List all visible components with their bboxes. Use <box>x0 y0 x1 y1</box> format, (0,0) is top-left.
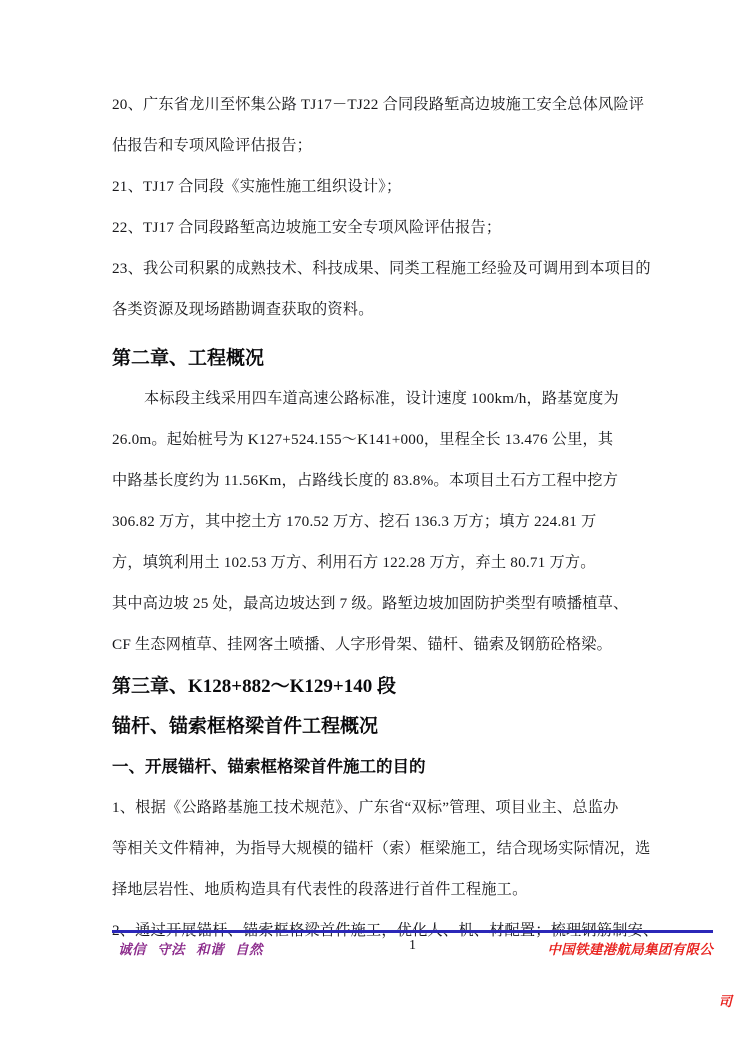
list-item: 各类资源及现场踏勘调查获取的资料。 <box>112 301 374 318</box>
paragraph-line: 等相关文件精神，为指导大规模的锚杆（索）框梁施工，结合现场实际情况，选 <box>112 840 651 857</box>
footer-row <box>112 936 713 960</box>
section-1-heading: 一、开展锚杆、锚索框格梁首件施工的目的 <box>112 757 426 776</box>
list-item: 22、TJ17 合同段路堑高边坡施工安全专项风险评估报告； <box>112 219 502 236</box>
chapter-2-heading: 第二章、工程概况 <box>112 348 265 369</box>
footer-company-name: 中国铁建港航局集团有限公 <box>547 942 713 957</box>
page-number: 1 <box>409 938 416 953</box>
paragraph-line: 本标段主线采用四车道高速公路标准，设计速度 100km/h，路基宽度为 <box>144 390 619 407</box>
list-item: 估报告和专项风险评估报告； <box>112 137 313 154</box>
paragraph-line: 方，填筑利用土 102.53 万方、利用石方 122.28 万方，弃土 80.71 万方。 <box>112 554 596 571</box>
chapter-3-heading-line2: 锚杆、锚索框格梁首件工程概况 <box>112 716 379 737</box>
page-footer <box>112 930 713 960</box>
paragraph-line: CF 生态网植草、挂网客土喷播、人字形骨架、锚杆、锚索及钢筋砼格梁。 <box>112 636 612 653</box>
list-item: 23、我公司积累的成熟技术、科技成果、同类工程施工经验及可调用到本项目的 <box>112 260 651 277</box>
paragraph-line: 26.0m。起始桩号为 K127+524.155～K141+000，里程全长 13.476 公里，其 <box>112 431 614 448</box>
spacer <box>112 330 714 334</box>
paragraph-line: 择地层岩性、地质构造具有代表性的段落进行首件工程施工。 <box>112 881 528 898</box>
footer-slogan-word: 和谐 <box>196 942 224 957</box>
list-item: 21、TJ17 合同段《实施性施工组织设计》； <box>112 178 402 195</box>
paragraph-line: 中路基长度约为 11.56Km，占路线长度的 83.8%。本项目土石方工程中挖方 <box>112 472 619 489</box>
paragraph-line: 2、通过开展锚杆、锚索框格梁首件施工，优化人、机、材配置；梳理钢筋制安、 <box>112 922 659 939</box>
document-content <box>112 84 714 951</box>
footer-divider <box>112 930 713 933</box>
footer-company-name-overflow: 司 <box>718 994 732 1009</box>
footer-slogan-word: 诚信 <box>118 942 146 957</box>
list-item: 20、广东省龙川至怀集公路 TJ17－TJ22 合同段路堑高边坡施工安全总体风险评 <box>112 96 645 113</box>
paragraph-line: 其中高边坡 25 处，最高边坡达到 7 级。路堑边坡加固防护类型有喷播植草、 <box>112 595 629 612</box>
paragraph-line: 1、根据《公路路基施工技术规范》、广东省“双标”管理、项目业主、总监办 <box>112 799 619 816</box>
chapter-3-heading-line1: 第三章、K128+882～K129+140 段 <box>112 676 396 697</box>
footer-slogan-word: 守法 <box>157 942 185 957</box>
paragraph-line: 306.82 万方，其中挖土方 170.52 万方、挖石 136.3 万方；填方 224.81 万 <box>112 513 597 530</box>
footer-slogan-word: 自然 <box>235 942 263 957</box>
